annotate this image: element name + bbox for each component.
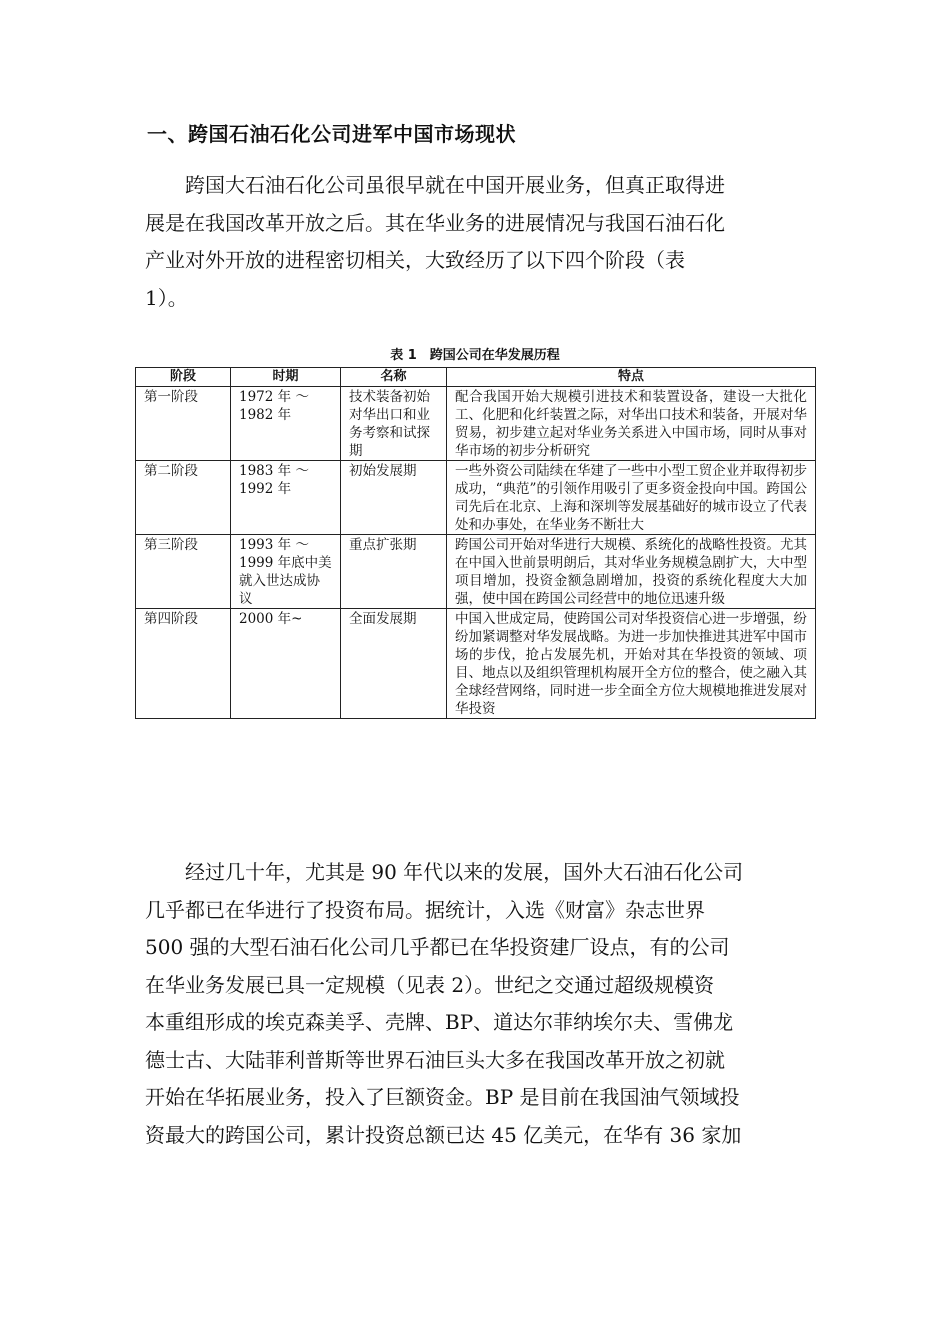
paragraph-line: 经过几十年，尤其是 90 年代以来的发展，国外大石油石化公司 bbox=[185, 860, 744, 884]
cell-stage: 第四阶段 bbox=[136, 609, 231, 719]
paragraph-line: 德士古、大陆菲利普斯等世界石油巨头大多在我国改革开放之初就 bbox=[145, 1047, 725, 1072]
paragraph-1 bbox=[145, 167, 810, 317]
cell-name: 全面发展期 bbox=[341, 609, 447, 719]
cell-feature: 中国入世成定局，使跨国公司对华投资信心进一步增强，纷纷加紧调整对华发展战略。为进一步加快推进其进军中国市场的步伐，抢占发展先机，开始对其在华投资的领域、项目、地点以及组织管理机构展开全方位的整合，使之融入其全球经营网络，同时进一步全面全方位大规模地推进发展对华投资 bbox=[447, 609, 816, 719]
cell-period: 1993 年 ～ 1999 年底中美就入世达成协议 bbox=[231, 535, 341, 609]
cell-period: 2000 年~ bbox=[231, 609, 341, 719]
cell-period: 1983 年 ～ 1992 年 bbox=[231, 461, 341, 535]
paragraph-line: 1）。 bbox=[145, 285, 188, 310]
cell-feature: 一些外资公司陆续在华建了一些中小型工贸企业并取得初步成功，“典范”的引领作用吸引了更多资金投向中国。跨国公司先后在北京、上海和深圳等发展基础好的城市设立了代表处和办事处，在华业务不断壮大 bbox=[447, 461, 816, 535]
paragraph-2 bbox=[145, 854, 810, 1154]
cell-feature: 配合我国开始大规模引进技术和装置设备，建设一大批化工、化肥和化纤装置之际，对华出口技术和装备，开展对华贸易，初步建立起对华业务关系进入中国市场，同时从事对华市场的初步分析研究 bbox=[447, 387, 816, 461]
paragraph-line: 跨国大石油石化公司虽很早就在中国开展业务，但真正取得进 bbox=[185, 173, 725, 197]
paragraph-line: 产业对外开放的进程密切相关，大致经历了以下四个阶段（表 bbox=[145, 248, 685, 272]
paragraph-line: 本重组形成的埃克森美孚、壳牌、BP、道达尔菲纳埃尔夫、雪佛龙 bbox=[145, 1010, 734, 1034]
history-table bbox=[135, 367, 816, 719]
cell-name: 初始发展期 bbox=[341, 461, 447, 535]
paragraph-line: 500 强的大型石油石化公司几乎都已在华投资建厂设点，有的公司 bbox=[145, 935, 730, 959]
table-caption: 表 1 跨国公司在华发展历程 bbox=[390, 348, 560, 363]
table-row bbox=[136, 461, 816, 535]
table-header-row bbox=[136, 368, 816, 387]
header-stage: 阶段 bbox=[136, 368, 231, 387]
cell-feature: 跨国公司开始对华进行大规模、系统化的战略性投资。尤其在中国入世前景明朗后，其对华业务规模急剧扩大，大中型项目增加，投资金额急剧增加，投资的系统化程度大大加强，使中国在跨国公司经营中的地位迅速升级 bbox=[447, 535, 816, 609]
section-heading: 一、跨国石油石化公司进军中国市场现状 bbox=[147, 122, 516, 146]
header-name: 名称 bbox=[341, 368, 447, 387]
table-row bbox=[136, 609, 816, 719]
cell-stage: 第二阶段 bbox=[136, 461, 231, 535]
cell-stage: 第一阶段 bbox=[136, 387, 231, 461]
cell-period: 1972 年 ～ 1982 年 bbox=[231, 387, 341, 461]
table-row bbox=[136, 387, 816, 461]
header-feature: 特点 bbox=[447, 368, 816, 387]
cell-name: 技术装备初始对华出口和业务考察和试探期 bbox=[341, 387, 447, 461]
paragraph-line: 资最大的跨国公司，累计投资总额已达 45 亿美元，在华有 36 家加 bbox=[145, 1122, 742, 1147]
paragraph-line: 几乎都已在华进行了投资布局。据统计，入选《财富》杂志世界 bbox=[145, 897, 705, 922]
table-row bbox=[136, 535, 816, 609]
header-period: 时期 bbox=[231, 368, 341, 387]
paragraph-line: 展是在我国改革开放之后。其在华业务的进展情况与我国石油石化 bbox=[145, 210, 725, 235]
cell-stage: 第三阶段 bbox=[136, 535, 231, 609]
paragraph-line: 在华业务发展已具一定规模（见表 2）。世纪之交通过超级规模资 bbox=[145, 972, 715, 997]
cell-name: 重点扩张期 bbox=[341, 535, 447, 609]
paragraph-line: 开始在华拓展业务，投入了巨额资金。BP 是目前在我国油气领域投 bbox=[145, 1085, 740, 1109]
